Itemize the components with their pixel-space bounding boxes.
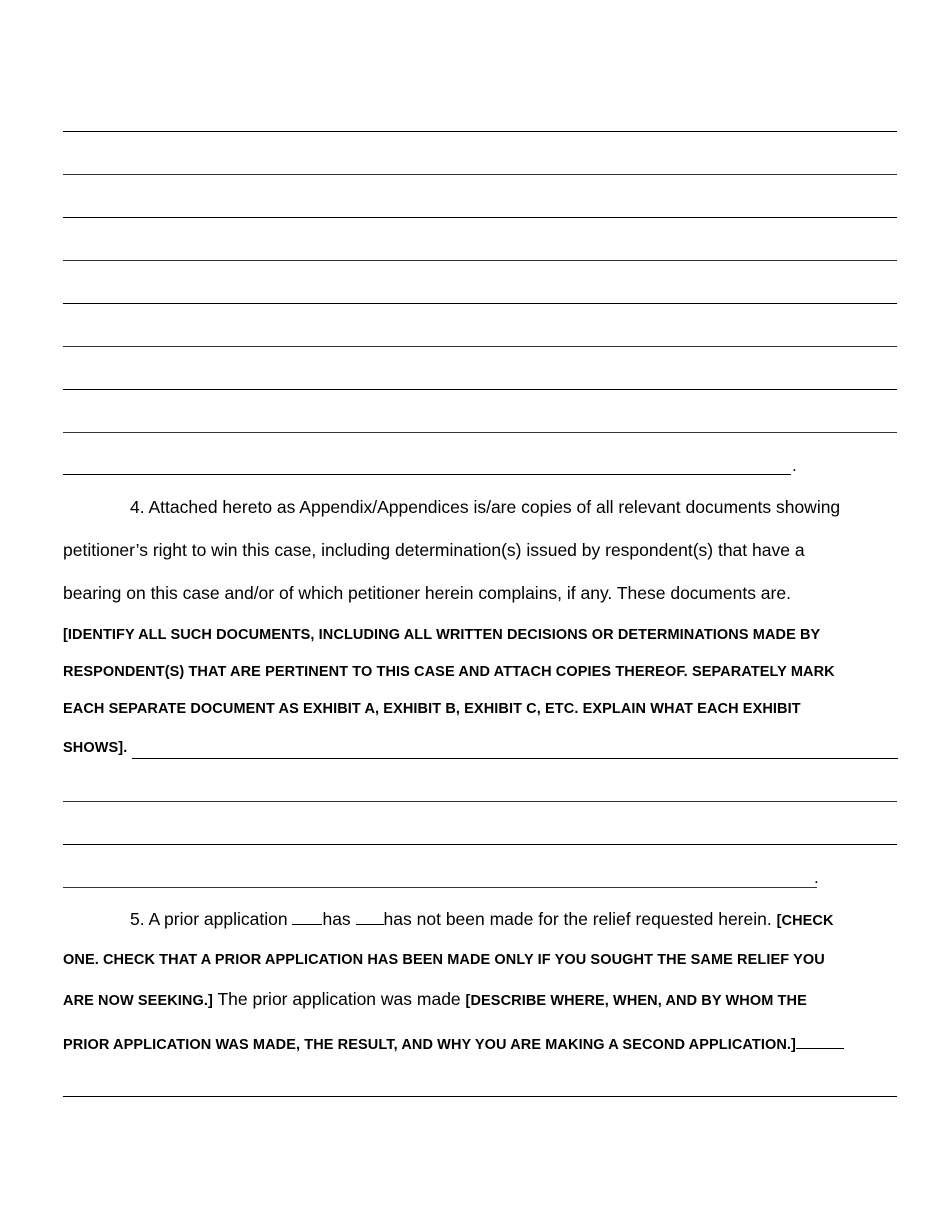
section-5-line-3 xyxy=(63,989,807,1010)
check-one-instruction: [CHECK xyxy=(776,913,834,929)
line-end-period: . xyxy=(792,456,797,475)
has-not-option-label: has not been made for the relief requested herein. xyxy=(383,909,777,929)
answer-line[interactable] xyxy=(63,432,897,433)
answer-line[interactable] xyxy=(63,844,897,845)
section-5-prefix: 5. A prior application xyxy=(130,909,293,929)
answer-line[interactable] xyxy=(63,260,897,261)
section-5-instruction-4-text: PRIOR APPLICATION WAS MADE, THE RESULT, AND WHY YOU ARE MAKING A SECOND APPLICATION.] xyxy=(63,1037,796,1053)
answer-line[interactable] xyxy=(63,801,897,802)
section-4-line-2: petitioner’s right to win this case, including determination(s) issued by respondent(s) that have a xyxy=(63,540,805,560)
section-4-instruction-1: [IDENTIFY ALL SUCH DOCUMENTS, INCLUDING ALL WRITTEN DECISIONS OR DETERMINATIONS MADE BY xyxy=(63,627,821,643)
has-option-label: has xyxy=(322,909,356,929)
section-4-line-3: bearing on this case and/or of which petitioner herein complains, if any. These documents are. xyxy=(63,583,791,603)
section-5-instruction-3b: [DESCRIBE WHERE, WHEN, AND BY WHOM THE xyxy=(465,993,807,1009)
has-not-checkbox-blank[interactable] xyxy=(356,910,384,925)
answer-line[interactable] xyxy=(63,1096,897,1097)
answer-line[interactable] xyxy=(63,346,897,347)
section-5-line-1 xyxy=(130,909,834,930)
answer-line[interactable] xyxy=(63,131,897,132)
answer-line-last[interactable] xyxy=(63,887,817,888)
section-5-instruction-2: ONE. CHECK THAT A PRIOR APPLICATION HAS BEEN MADE ONLY IF YOU SOUGHT THE SAME RELIEF YOU xyxy=(63,952,825,968)
answer-line[interactable] xyxy=(63,217,897,218)
answer-blank[interactable] xyxy=(796,1036,844,1049)
section-4-instruction-4: SHOWS]. xyxy=(63,740,128,756)
answer-line[interactable] xyxy=(63,303,897,304)
section-4-instruction-2: RESPONDENT(S) THAT ARE PERTINENT TO THIS CASE AND ATTACH COPIES THEREOF. SEPARATELY MARK xyxy=(63,664,835,680)
section-4-instruction-3: EACH SEPARATE DOCUMENT AS EXHIBIT A, EXHIBIT B, EXHIBIT C, ETC. EXPLAIN WHAT EACH EXHIBIT xyxy=(63,701,801,717)
answer-line[interactable] xyxy=(63,389,897,390)
answer-line[interactable] xyxy=(63,174,897,175)
section-5-instruction-3a: ARE NOW SEEKING.] xyxy=(63,993,213,1009)
answer-line-last[interactable] xyxy=(63,474,791,475)
section-4-line-1: 4. Attached hereto as Appendix/Appendices is/are copies of all relevant documents showing xyxy=(130,497,841,517)
line-end-period: . xyxy=(814,868,819,887)
has-checkbox-blank[interactable] xyxy=(292,910,322,925)
section-5-mid-text: The prior application was made xyxy=(212,989,466,1009)
answer-line[interactable] xyxy=(132,758,898,759)
section-5-instruction-4 xyxy=(63,1036,844,1053)
